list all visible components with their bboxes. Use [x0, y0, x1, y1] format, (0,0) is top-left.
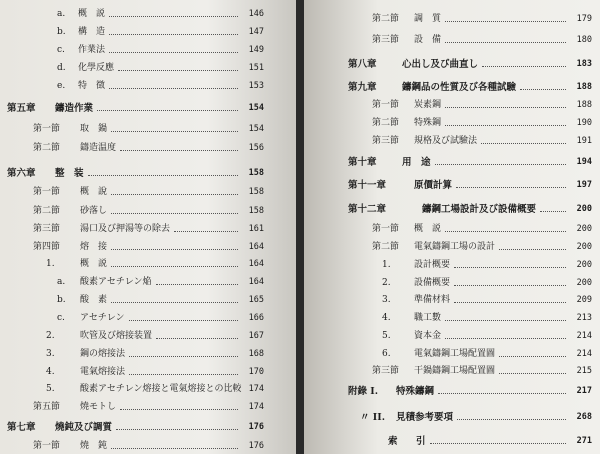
toc-entry-title: 酸素アセチレン焔 [80, 277, 152, 287]
toc-leader-dots [118, 70, 238, 71]
toc-entry-label: c. [57, 45, 65, 55]
toc-leader-dots [129, 374, 238, 375]
toc-entry-label: 第一節 [372, 100, 400, 110]
toc-page-number: 188 [576, 100, 592, 110]
toc-page-number: 190 [576, 118, 592, 128]
toc-page-number: 200 [576, 204, 592, 214]
toc-page-number: 154 [248, 103, 264, 113]
toc-entry [304, 155, 600, 170]
toc-entry [304, 410, 600, 425]
toc-entry [304, 222, 600, 237]
toc-entry-label: 第二節 [372, 242, 400, 252]
toc-entry-title: 炭素鋼 [414, 100, 442, 110]
toc-entry-label: c. [57, 313, 65, 323]
toc-entry [304, 434, 600, 449]
toc-page-number: 158 [248, 168, 264, 178]
toc-entry [304, 293, 600, 308]
toc-page-number: 158 [248, 206, 264, 216]
toc-leader-dots [129, 320, 238, 321]
toc-leader-dots [430, 443, 566, 444]
toc-page-number: 213 [576, 313, 592, 323]
toc-page-number: 268 [576, 412, 592, 422]
toc-entry-label: 第一節 [33, 441, 61, 451]
toc-entry [304, 258, 600, 273]
toc-entry-label: a. [57, 277, 66, 287]
toc-entry [0, 7, 296, 22]
toc-page-number: 176 [248, 441, 264, 451]
toc-entry-title: 調 質 [414, 14, 442, 24]
toc-entry [0, 204, 296, 219]
toc-entry-label: 第六章 [7, 168, 36, 179]
toc-entry-label: 第三節 [372, 35, 400, 45]
toc-page-number: 179 [576, 14, 592, 24]
toc-entry [0, 420, 296, 435]
toc-entry-label: 1. [46, 259, 55, 269]
toc-page-number: 200 [576, 224, 592, 234]
toc-leader-dots [445, 107, 566, 108]
toc-entry-label: 第一節 [33, 187, 61, 197]
toc-entry [0, 166, 296, 181]
toc-leader-dots [454, 267, 566, 268]
toc-entry-title: 湯口及び押湯等の除去 [80, 224, 171, 234]
toc-entry [0, 222, 296, 237]
toc-leader-dots [111, 249, 238, 250]
toc-entry-label: 3. [382, 295, 391, 305]
toc-entry [304, 178, 600, 193]
toc-leader-dots [111, 266, 238, 267]
toc-entry [304, 134, 600, 149]
toc-entry-label: 第二節 [33, 143, 61, 153]
toc-entry [304, 364, 600, 379]
toc-leader-dots [454, 302, 566, 303]
toc-page-number: 165 [248, 295, 264, 305]
toc-entry-title: 燒モトし [80, 402, 117, 412]
toc-entry [304, 347, 600, 362]
toc-entry-title: アセチレン [80, 313, 125, 323]
toc-page-number: 164 [248, 277, 264, 287]
toc-page-number: 176 [248, 422, 264, 432]
toc-entry-title: 概 説 [414, 224, 442, 234]
toc-leader-dots [174, 231, 238, 232]
toc-leader-dots [445, 125, 566, 126]
toc-entry-title: 電氣鑄鋼工場配置圖 [414, 349, 496, 359]
toc-leader-dots [456, 187, 566, 188]
toc-entry-title: 酸素アセチレン熔接と電氣熔接との比較 [80, 384, 242, 394]
toc-entry-title: 構 造 [78, 27, 106, 37]
toc-page-number: 146 [248, 9, 264, 19]
toc-leader-dots [499, 249, 566, 250]
toc-entry-label: 第七章 [7, 422, 36, 433]
toc-entry [304, 80, 600, 95]
toc-entry [304, 98, 600, 113]
toc-entry [0, 101, 296, 116]
toc-entry [304, 240, 600, 255]
toc-entry-title: 鋼の熔接法 [80, 349, 126, 359]
toc-leader-dots [457, 419, 566, 420]
toc-entry-label: 〃 II. [360, 412, 386, 423]
toc-entry-title: 設備概要 [414, 278, 451, 288]
toc-page-number: 161 [248, 224, 264, 234]
toc-entry [0, 365, 296, 380]
toc-leader-dots [520, 89, 566, 90]
toc-leader-dots [109, 52, 238, 53]
toc-page-number: 170 [248, 367, 264, 377]
toc-entry-label: 第二節 [372, 118, 400, 128]
toc-entry-label: 第三節 [33, 224, 61, 234]
toc-entry [304, 202, 600, 217]
toc-entry-label: b. [57, 27, 66, 37]
toc-entry-label: 第一節 [33, 124, 61, 134]
toc-entry-title: 心出し及び曲直し [402, 59, 479, 70]
toc-leader-dots [109, 34, 238, 35]
toc-page-number: 200 [576, 278, 592, 288]
toc-entry [0, 293, 296, 308]
toc-entry [0, 25, 296, 40]
toc-entry-title: 特 徴 [78, 81, 106, 91]
toc-leader-dots [111, 448, 238, 449]
toc-entry-title: 特殊鋼 [414, 118, 442, 128]
toc-entry [0, 275, 296, 290]
toc-entry-label: 第九章 [348, 82, 377, 93]
toc-entry-label: e. [57, 81, 66, 91]
toc-page-number: 215 [576, 366, 592, 376]
toc-entry-label: 2. [382, 278, 391, 288]
toc-entry-title: 熔 接 [80, 242, 108, 252]
toc-leader-dots [129, 356, 238, 357]
toc-page-number: 174 [248, 384, 264, 394]
toc-entry-title: 設計概要 [414, 260, 451, 270]
toc-entry-label: 第二節 [372, 14, 400, 24]
toc-leader-dots [445, 338, 566, 339]
toc-entry-title: 酸 素 [80, 295, 108, 305]
toc-leader-dots [156, 284, 238, 285]
toc-entry-title: 吹管及び熔接装置 [80, 331, 153, 341]
toc-entry-title: 用 途 [402, 157, 431, 168]
toc-page-number: 158 [248, 187, 264, 197]
toc-leader-dots [111, 213, 238, 214]
toc-page-number: 167 [248, 331, 264, 341]
toc-entry [304, 311, 600, 326]
right-page [304, 0, 600, 454]
toc-entry [304, 12, 600, 27]
toc-leader-dots [499, 356, 566, 357]
toc-page-number: 188 [576, 82, 592, 92]
toc-entry-label: 2. [46, 331, 55, 341]
toc-entry-label: b. [57, 295, 66, 305]
toc-entry-label: 4. [382, 313, 391, 323]
toc-leader-dots [445, 21, 566, 22]
toc-page-number: 217 [576, 386, 592, 396]
toc-page-number: 166 [248, 313, 264, 323]
toc-entry-label: 5. [46, 384, 55, 394]
toc-leader-dots [120, 409, 238, 410]
toc-entry-label: 第四節 [33, 242, 61, 252]
toc-entry-title: 特殊鑄鋼 [396, 386, 435, 397]
toc-leader-dots [156, 338, 238, 339]
toc-entry-label: 第十二章 [348, 204, 387, 215]
toc-page-number: 153 [248, 81, 264, 91]
toc-leader-dots [111, 131, 238, 132]
toc-page-number: 271 [576, 436, 592, 446]
toc-entry-title: 原價計算 [414, 180, 453, 191]
toc-entry [0, 240, 296, 255]
toc-page-number: 147 [248, 27, 264, 37]
toc-entry-label: 4. [46, 367, 55, 377]
toc-page-number: 154 [248, 124, 264, 134]
toc-entry-label: 第三節 [372, 136, 400, 146]
toc-entry [304, 33, 600, 48]
toc-leader-dots [88, 175, 238, 176]
toc-entry-label: 第五章 [7, 103, 36, 114]
toc-entry-title: 砂落し [80, 206, 108, 216]
toc-entry-label: d. [57, 63, 66, 73]
toc-entry [304, 384, 600, 399]
toc-leader-dots [109, 16, 238, 17]
toc-page-number: 164 [248, 242, 264, 252]
toc-leader-dots [111, 194, 238, 195]
toc-leader-dots [454, 285, 566, 286]
toc-leader-dots [120, 150, 238, 151]
toc-entry-title: 整 装 [55, 168, 84, 179]
toc-entry [0, 439, 296, 454]
toc-leader-dots [111, 302, 238, 303]
toc-entry-title: 職工數 [414, 313, 442, 323]
toc-entry-label: 第八章 [348, 59, 377, 70]
toc-entry-label: 6. [382, 349, 391, 359]
toc-page-number: 200 [576, 242, 592, 252]
toc-entry-title: 見積参考要項 [396, 412, 454, 423]
toc-leader-dots [97, 110, 238, 111]
toc-entry [0, 257, 296, 272]
toc-entry-label: 第一節 [372, 224, 400, 234]
toc-leader-dots [481, 143, 566, 144]
toc-page-number: 197 [576, 180, 592, 190]
toc-page-number: 149 [248, 45, 264, 55]
toc-page-number: 214 [576, 349, 592, 359]
toc-entry-label: 附錄 I. [348, 386, 379, 397]
toc-page-number: 168 [248, 349, 264, 359]
toc-entry [0, 347, 296, 362]
left-page [0, 0, 296, 454]
toc-entry-label: 第十章 [348, 157, 377, 168]
toc-entry [0, 329, 296, 344]
toc-entry [304, 329, 600, 344]
toc-entry [0, 311, 296, 326]
toc-leader-dots [109, 88, 238, 89]
toc-page-number: 180 [576, 35, 592, 45]
toc-entry-title: 概 説 [80, 259, 108, 269]
toc-page-number: 156 [248, 143, 264, 153]
toc-leader-dots [445, 320, 566, 321]
toc-leader-dots [482, 66, 566, 67]
toc-entry [0, 382, 296, 397]
toc-entry-label: a. [57, 9, 66, 19]
book-gutter [296, 0, 304, 454]
toc-leader-dots [445, 42, 566, 43]
toc-entry-title: 化學反應 [78, 63, 115, 73]
toc-entry-title: 電氣鑄鋼工場の設計 [414, 242, 496, 252]
toc-entry-title: 干鍋鑄鋼工場配置圖 [414, 366, 496, 376]
toc-leader-dots [438, 393, 566, 394]
toc-entry-title: 鑄造温度 [80, 143, 117, 153]
toc-entry [0, 61, 296, 76]
toc-entry-title: 鑄鋼品の性質及び各種試驗 [402, 82, 517, 93]
toc-page-number: 194 [576, 157, 592, 167]
toc-entry-label: 索 [388, 436, 398, 447]
toc-entry-title: 燒 鈍 [80, 441, 108, 451]
toc-page-number: 174 [248, 402, 264, 412]
toc-entry-label: 第五節 [33, 402, 61, 412]
toc-entry [0, 122, 296, 137]
toc-entry [0, 185, 296, 200]
toc-page-number: 209 [576, 295, 592, 305]
toc-entry-label: 第二節 [33, 206, 61, 216]
toc-page-number: 200 [576, 260, 592, 270]
toc-entry-title: 鑄鋼工場設計及び設備概要 [422, 204, 537, 215]
toc-entry-title: 燒鈍及び調質 [55, 422, 113, 433]
toc-entry [304, 276, 600, 291]
toc-entry-title: 引 [416, 436, 426, 447]
toc-entry-title: 鑄造作業 [55, 103, 94, 114]
toc-entry-label: 5. [382, 331, 391, 341]
toc-page-number: 183 [576, 59, 592, 69]
toc-page-number: 151 [248, 63, 264, 73]
toc-entry-label: 3. [46, 349, 55, 359]
toc-entry-title: 概 説 [78, 9, 106, 19]
toc-entry [0, 141, 296, 156]
toc-entry [304, 116, 600, 131]
toc-entry [0, 43, 296, 58]
toc-entry-title: 規格及び試驗法 [414, 136, 478, 146]
toc-entry-title: 電氣熔接法 [80, 367, 126, 377]
toc-entry-title: 概 說 [80, 187, 108, 197]
toc-page-number: 214 [576, 331, 592, 341]
toc-page-number: 191 [576, 136, 592, 146]
toc-leader-dots [499, 373, 566, 374]
toc-entry [0, 400, 296, 415]
toc-entry-title: 設 備 [414, 35, 442, 45]
toc-leader-dots [116, 429, 238, 430]
toc-leader-dots [435, 164, 566, 165]
toc-page-number: 164 [248, 259, 264, 269]
toc-leader-dots [445, 231, 566, 232]
toc-entry [304, 57, 600, 72]
toc-entry-title: 資本金 [414, 331, 442, 341]
toc-entry-title: 作業法 [78, 45, 106, 55]
toc-entry-label: 1. [382, 260, 391, 270]
toc-entry-title: 準備材料 [414, 295, 451, 305]
toc-entry [0, 79, 296, 94]
toc-entry-label: 第三節 [372, 366, 400, 376]
toc-entry-label: 第十一章 [348, 180, 387, 191]
toc-entry-title: 取 鍋 [80, 124, 108, 134]
